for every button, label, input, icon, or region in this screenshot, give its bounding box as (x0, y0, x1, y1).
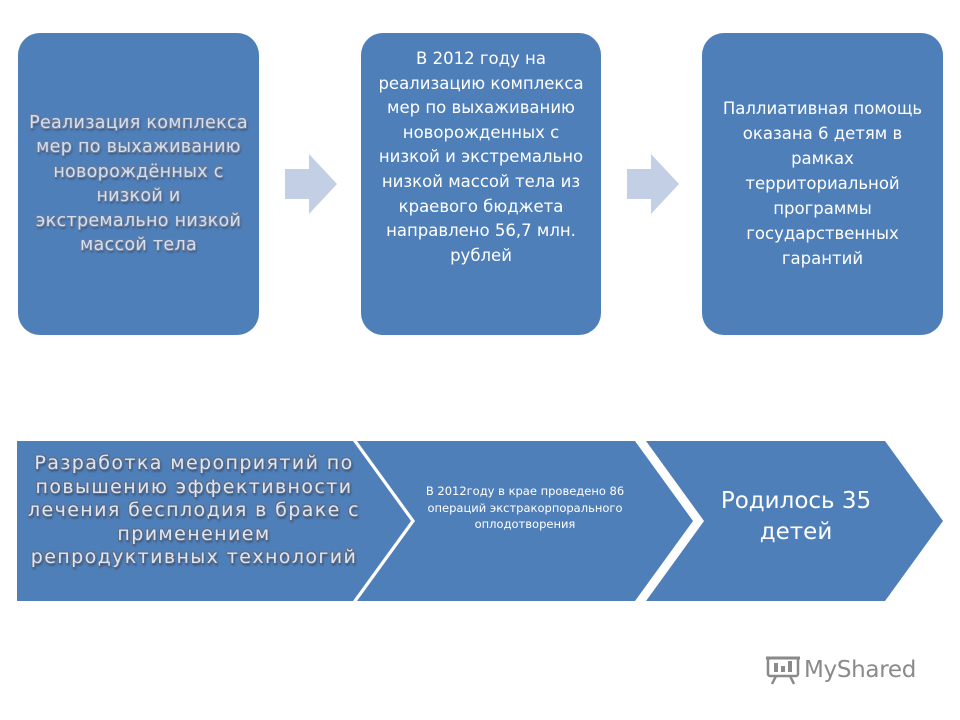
process-box-1 (18, 33, 259, 335)
projector-board-icon (766, 655, 800, 685)
process-box-3-text: Паллиативная помощь оказана 6 детям в рамках территориальной программы государственных гарантий (722, 99, 923, 268)
process-box-2 (361, 33, 601, 335)
right-arrow-icon (285, 154, 337, 214)
process-box-1-text: Реализация комплекса мер по выхаживанию новорождённых с низкой и экстремально низкой массой тела (29, 112, 248, 255)
watermark-brand: MyShared (804, 657, 917, 683)
watermark (766, 655, 916, 685)
chevron-step-3-text: Родилось 35 детей (720, 488, 872, 545)
chevron-step-2-text: В 2012году в крае проведено 86 операций экстракорпорального оплодотворения (425, 484, 625, 531)
process-box-3 (702, 33, 943, 335)
process-box-2-text: В 2012 году на реализацию комплекса мер по выхаживанию новорожденных с низкой и экстремально низкой массой тела из краевого бюджета направлено 56,7 млн. рублей (378, 49, 584, 265)
right-arrow-icon (627, 154, 679, 214)
chevron-step-1-text: Разработка мероприятий по повышению эффективности лечения бесплодия в браке с применением репродуктивных технологий (27, 452, 361, 568)
